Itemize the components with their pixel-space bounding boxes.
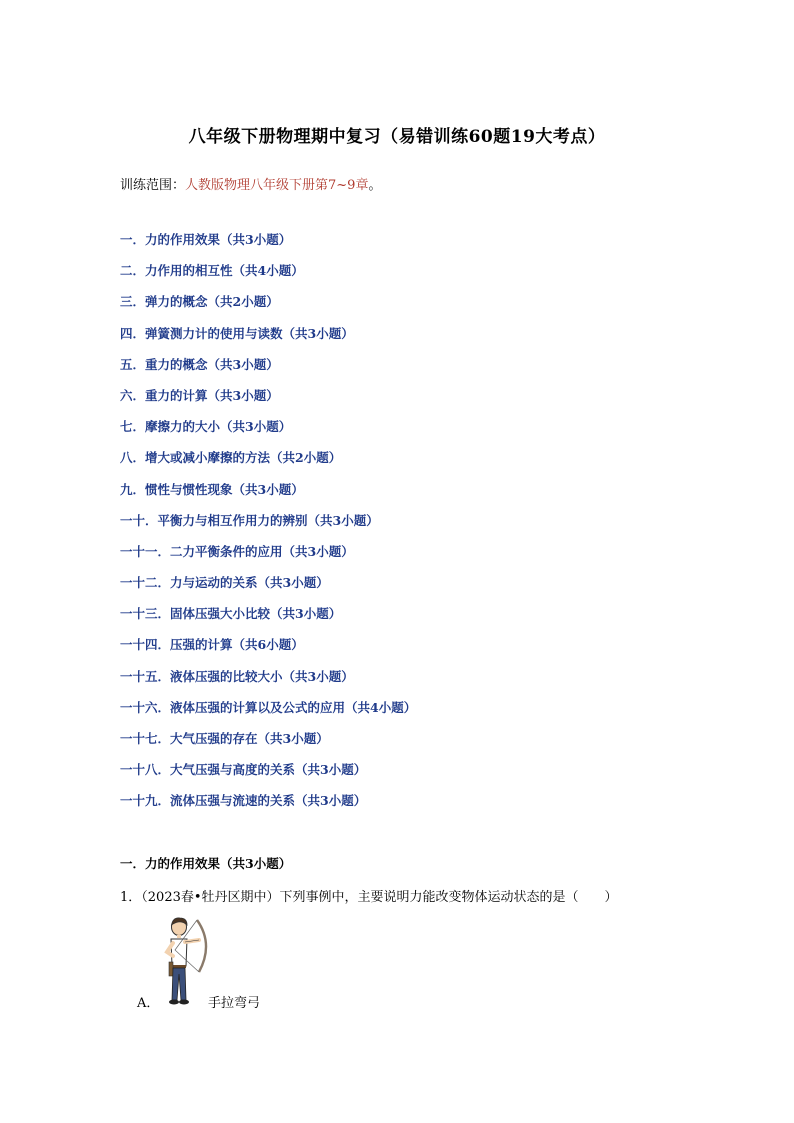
toc-item[interactable]: 一十一．二力平衡条件的应用（共3小题） xyxy=(120,543,354,559)
toc-item[interactable]: 一十九．流体压强与流速的关系（共3小题） xyxy=(120,793,367,809)
toc-item[interactable]: 一十四．压强的计算（共6小题） xyxy=(120,637,304,653)
option-a-text: 手拉弯弓 xyxy=(208,996,261,1011)
toc-item[interactable]: 一十三．固体压强大小比较（共3小题） xyxy=(120,606,342,622)
scope-label: 训练范围： xyxy=(120,178,186,193)
section-heading: 一．力的作用效果（共3小题） xyxy=(120,856,292,871)
toc-item[interactable]: 八．增大或减小摩擦的方法（共2小题） xyxy=(120,450,342,466)
toc-item[interactable]: 三．弹力的概念（共2小题） xyxy=(120,294,279,310)
scope-end: 。 xyxy=(368,178,382,193)
toc-item[interactable]: 一十八．大气压强与高度的关系（共3小题） xyxy=(120,762,367,778)
option-a[interactable] xyxy=(137,914,337,1014)
toc-item[interactable]: 七．摩擦力的大小（共3小题） xyxy=(120,419,292,435)
training-scope xyxy=(120,174,381,193)
toc-item[interactable]: 九．惯性与惯性现象（共3小题） xyxy=(120,481,304,497)
toc-item[interactable]: 二．力作用的相互性（共4小题） xyxy=(120,263,304,279)
toc-item[interactable]: 六．重力的计算（共3小题） xyxy=(120,387,279,403)
question-1: 1．（2023春•牡丹区期中）下列事例中，主要说明力能改变物体运动状态的是（ ） xyxy=(120,890,618,905)
toc-item[interactable]: 一十五．液体压强的比较大小（共3小题） xyxy=(120,668,354,684)
toc-item[interactable]: 一．力的作用效果（共3小题） xyxy=(120,232,292,247)
toc-item[interactable]: 一十六．液体压强的计算以及公式的应用（共4小题） xyxy=(120,699,417,715)
toc-item[interactable]: 五．重力的概念（共3小题） xyxy=(120,356,279,372)
toc-item[interactable]: 四．弹簧测力计的使用与读数（共3小题） xyxy=(120,325,354,341)
option-a-letter: A． xyxy=(137,996,160,1011)
scope-value: 人教版物理八年级下册第7~9章 xyxy=(185,178,369,193)
archer-illustration xyxy=(159,916,213,1008)
toc-item[interactable]: 一十．平衡力与相互作用力的辨别（共3小题） xyxy=(120,512,379,528)
table-of-contents xyxy=(120,231,416,824)
toc-item[interactable]: 一十二．力与运动的关系（共3小题） xyxy=(120,575,329,591)
toc-item[interactable]: 一十七．大气压强的存在（共3小题） xyxy=(120,731,329,746)
document-title: 八年级下册物理期中复习（易错训练60题19大考点） xyxy=(188,127,606,147)
